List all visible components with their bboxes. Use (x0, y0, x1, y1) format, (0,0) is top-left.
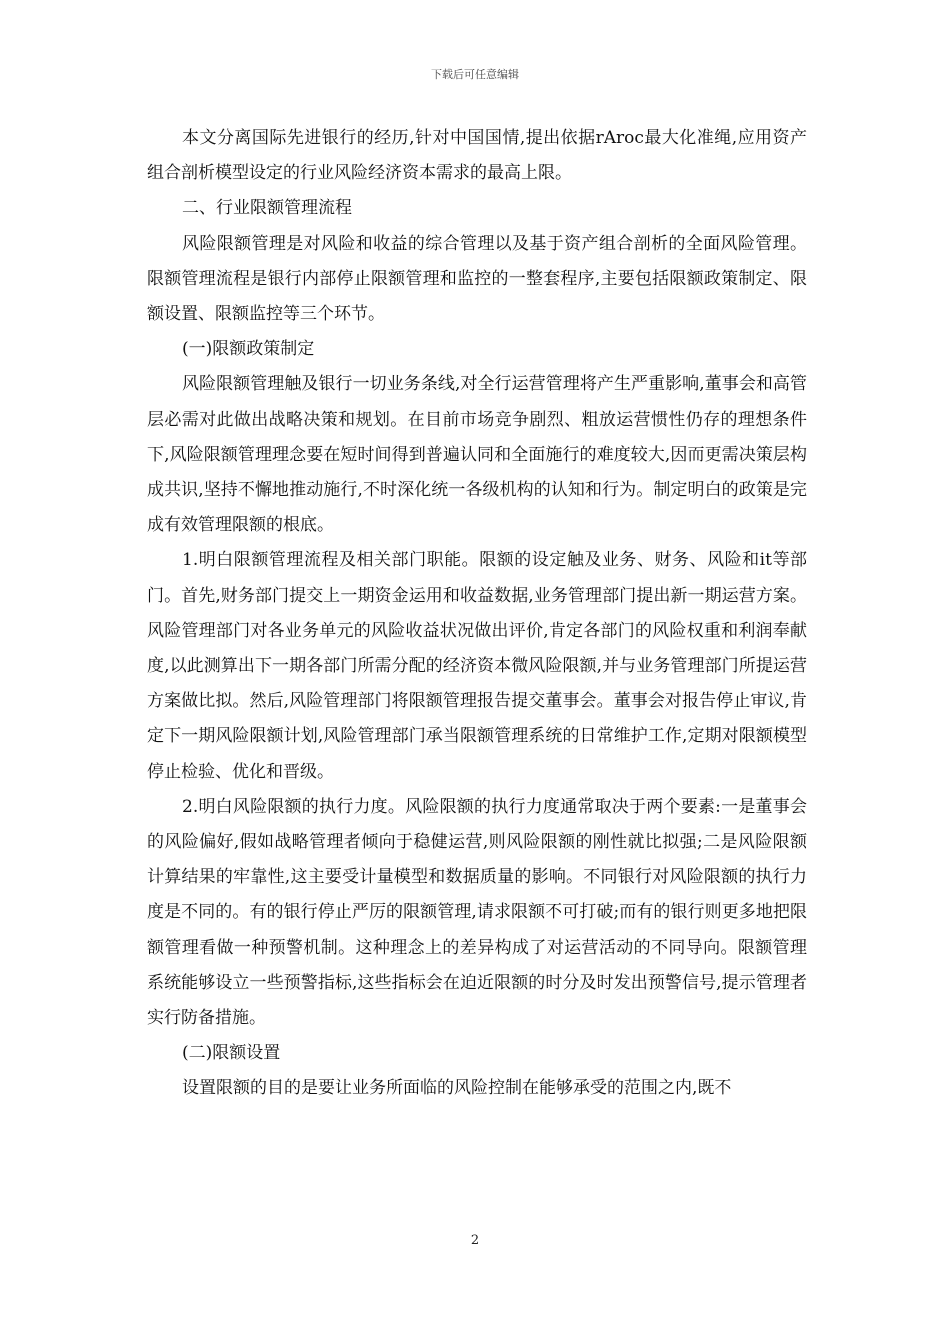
page-number: 2 (470, 1233, 480, 1248)
page-header: 下载后可任意编辑 (431, 68, 519, 81)
section-heading-process: 二、行业限额管理流程 (182, 198, 352, 219)
paragraph-item-2: 2.明白风险限额的执行力度。风险限额的执行力度通常取决于两个要素:一是董事会的风险偏好,假如战略管理者倾向于稳健运营,则风险限额的刚性就比拟强;二是风险限额计算结果的牢靠性,这主要受计量模型和数据质量的影响。不同银行对风险限额的执行力度是不同的。有的银行停止严厉的限额管理,请求限额不可打破;而有的银行则更多地把限额管理看做一种预警机制。这种理念上的差异构成了对运营活动的不同导向。限额管理系统能够设立一些预警指标,这些指标会在迫近限额的时分及时发出预警信号,提示管理者实行防备措施。 (147, 796, 807, 1029)
document-body (147, 121, 807, 1107)
paragraph-setting: 设置限额的目的是要让业务所面临的风险控制在能够承受的范围之内,既不 (182, 1078, 732, 1099)
paragraph-policy: 风险限额管理触及银行一切业务条线,对全行运营管理将产生严重影响,董事会和高管层必需对此做出战略决策和规划。在目前市场竞争剧烈、粗放运营惯性仍存的理想条件下,风险限额管理理念要在短时间得到普遍认同和全面施行的难度较大,因而更需决策层构成共识,坚持不懈地推动施行,不时深化统一各级机构的认知和行为。制定明白的政策是完成有效管理限额的根底。 (147, 374, 807, 536)
subsection-heading-policy: (一)限额政策制定 (182, 339, 315, 360)
paragraph-intro: 本文分离国际先进银行的经历,针对中国国情,提出依据rAroc最大化准绳,应用资产组合剖析模型设定的行业风险经济资本需求的最高上限。 (147, 128, 807, 184)
paragraph-process-overview: 风险限额管理是对风险和收益的综合管理以及基于资产组合剖析的全面风险管理。限额管理流程是银行内部停止限额管理和监控的一整套程序,主要包括限额政策制定、限额设置、限额监控等三个环节。 (147, 233, 807, 325)
paragraph-item-1: 1.明白限额管理流程及相关部门职能。限额的设定触及业务、财务、风险和it等部门。首先,财务部门提交上一期资金运用和收益数据,业务管理部门提出新一期运营方案。风险管理部门对各业务单元的风险收益状况做出评价,肯定各部门的风险权重和利润奉献度,以此测算出下一期各部门所需分配的经济资本微风险限额,并与业务管理部门所提运营方案做比拟。然后,风险管理部门将限额管理报告提交董事会。董事会对报告停止审议,肯定下一期风险限额计划,风险管理部门承当限额管理系统的日常维护工作,定期对限额模型停止检验、优化和晋级。 (147, 550, 807, 782)
subsection-heading-setting: (二)限额设置 (182, 1043, 281, 1064)
